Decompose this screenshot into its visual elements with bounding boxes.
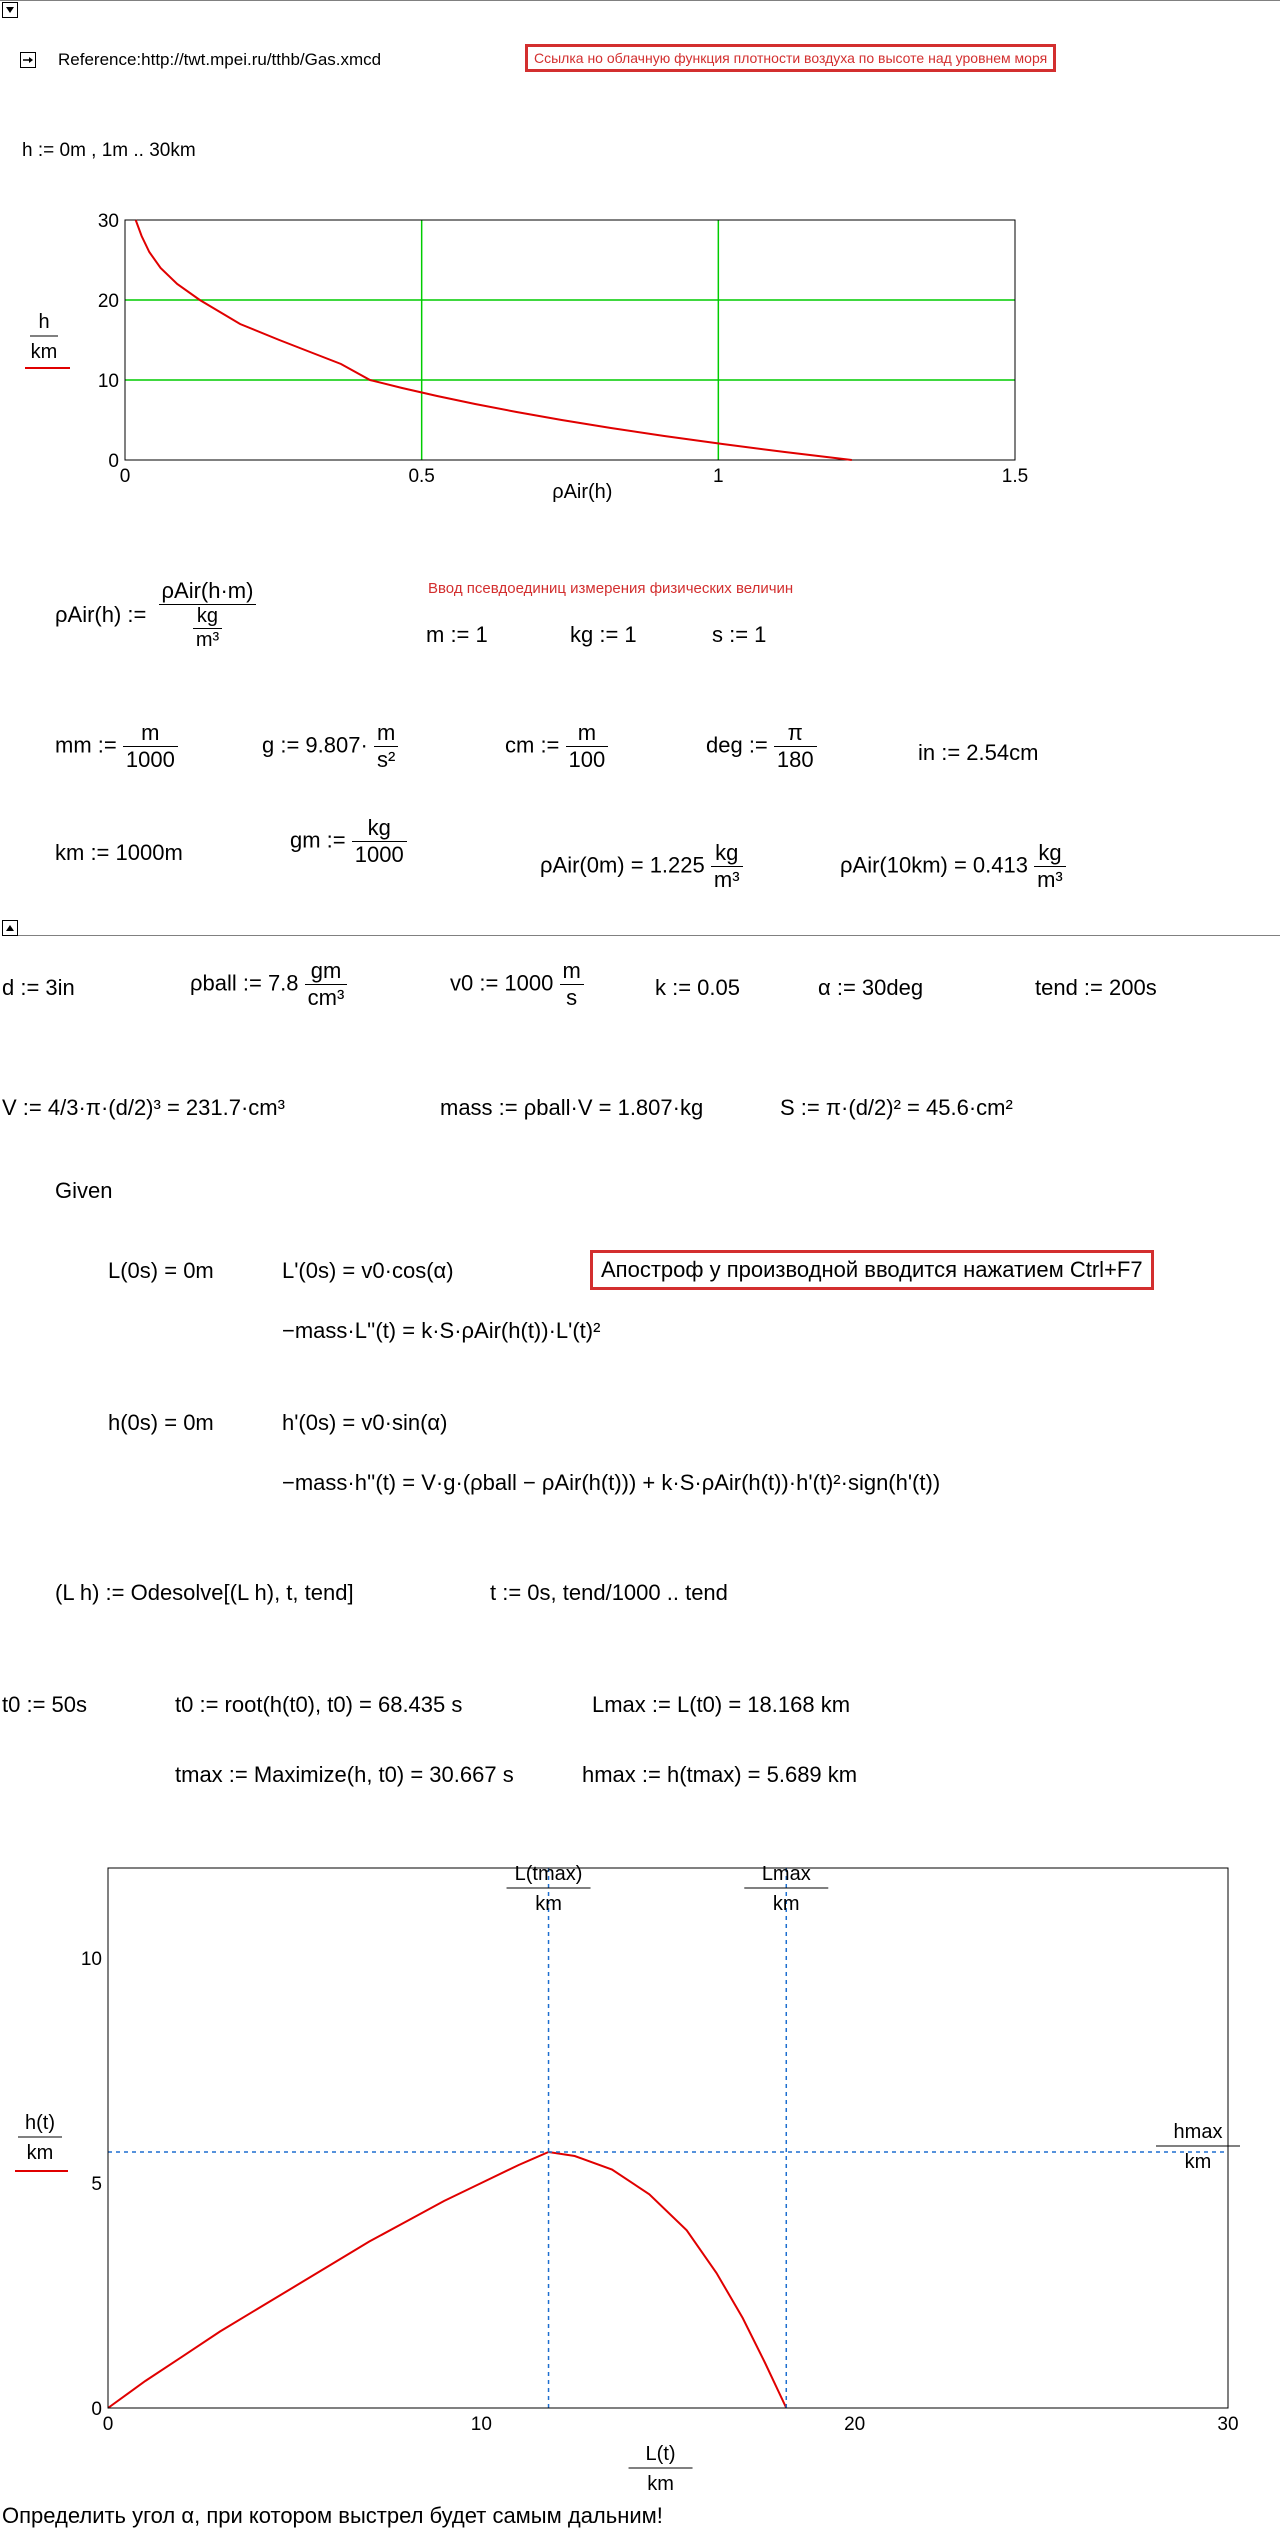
eq-h0: h(0s) = 0m (108, 1410, 214, 1435)
unit-m: m := 1 (426, 622, 488, 647)
eq-hd0: h'(0s) = v0·sin(α) (282, 1410, 448, 1435)
param-v0-den: s (566, 985, 578, 1010)
rho-def (55, 578, 256, 652)
trajectory-curve (108, 2152, 786, 2408)
y-tick-label-2: 20 (97, 291, 119, 312)
unit-deg-den: 180 (776, 747, 814, 772)
param-tend: tend := 200s (1035, 975, 1157, 1000)
x-tick-label-1: 10 (470, 2414, 492, 2435)
x-axis-label: ρAir(h) (552, 481, 613, 503)
unit-km: km := 1000m (55, 840, 183, 865)
unit-deg (706, 720, 817, 773)
param-rho-ball-den: cm³ (307, 985, 345, 1010)
derived-area: S := π·(d/2)² = 45.6·cm² (780, 1095, 1013, 1120)
x-tick-label-3: 30 (1217, 2414, 1239, 2435)
apostrophe-note-text: Апостроф у производной вводится нажатием Ctrl+F7 (601, 1257, 1143, 1282)
unit-g (262, 720, 398, 773)
region-divider-top (0, 0, 1280, 1)
eq-L-ode: −mass·L''(t) = k·S·ρAir(h(t))·L'(t)² (282, 1318, 601, 1343)
unit-deg-lhs: deg := (706, 732, 768, 758)
density-curve (136, 220, 852, 460)
time-range: t := 0s, tend/1000 .. tend (490, 1580, 728, 1605)
rho-at-0m-den: m³ (713, 867, 740, 892)
annotation-hmax (1156, 2121, 1240, 2173)
y-tick-label-3: 30 (97, 211, 119, 232)
unit-cm (505, 720, 608, 773)
y-tick-label-0: 0 (108, 451, 119, 472)
annotation-L-tmax-den: km (535, 1893, 562, 1915)
param-rho-ball-value: ρball := 7.8 (190, 970, 299, 996)
given-keyword: Given (55, 1178, 113, 1203)
odesolve-expr: (L h) := Odesolve[(L h), t, tend] (55, 1580, 354, 1605)
result-tmax: tmax := Maximize(h, t0) = 30.667 s (175, 1762, 514, 1787)
unit-gm-lhs: gm := (290, 827, 346, 853)
collapse-up-icon[interactable] (2, 920, 18, 936)
y-axis-label (15, 2112, 68, 2171)
unit-g-lhs: g := 9.807· (262, 732, 368, 758)
unit-kg: kg := 1 (570, 622, 637, 647)
arrow-right-icon[interactable] (20, 52, 36, 68)
apostrophe-note (590, 1250, 1154, 1290)
param-alpha: α := 30deg (818, 975, 924, 1000)
reference-note (525, 44, 1056, 72)
unit-mm-num: m (123, 720, 178, 747)
svg-text:km: km (26, 2142, 54, 2164)
annotation-hmax-den: km (1184, 2150, 1212, 2173)
result-Lmax: Lmax := L(t0) = 18.168 km (592, 1692, 851, 1717)
param-k: k := 0.05 (655, 975, 741, 1000)
reference-note-text: Ссылка но облачную функция плотности воздуха по высоте над уровнем моря (534, 50, 1048, 66)
svg-text:h(t): h(t) (25, 2112, 55, 2134)
unit-gm-den: 1000 (354, 842, 404, 867)
unit-cm-num: m (566, 720, 609, 747)
rho-def-num: ρAir(h·m) (159, 578, 257, 605)
y-tick-label-1: 10 (97, 371, 119, 392)
rho-at-0m-num: kg (711, 840, 743, 867)
rho-at-10km (840, 840, 1066, 893)
range-h: h := 0m , 1m .. 30km (22, 140, 196, 161)
unit-s: s := 1 (712, 622, 767, 647)
annotation-L-tmax-num: L(tmax) (514, 1863, 583, 1885)
density-chart (0, 200, 1060, 540)
unit-cm-lhs: cm := (505, 732, 560, 758)
rho-at-10km-value: ρAir(10km) = 0.413 (840, 852, 1028, 878)
collapse-down-icon[interactable] (2, 2, 18, 18)
rho-def-den-num: kg (193, 605, 222, 629)
x-axis-label (629, 2443, 693, 2495)
unit-cm-den: 100 (568, 747, 606, 772)
x-tick-label-1: 0.5 (408, 466, 435, 487)
eq-Ld0: L'(0s) = v0·cos(α) (282, 1258, 454, 1283)
rho-at-10km-num: kg (1034, 840, 1066, 867)
param-d: d := 3in (2, 975, 75, 1000)
units-note: Ввод псевдоединиц измерения физических величин (428, 580, 794, 597)
param-v0-value: v0 := 1000 (450, 970, 554, 996)
rho-at-0m-value: ρAir(0m) = 1.225 (540, 852, 705, 878)
x-tick-label-0: 0 (102, 2414, 114, 2435)
x-tick-label-3: 1.5 (1001, 466, 1029, 487)
unit-in: in := 2.54cm (918, 740, 1039, 765)
x-tick-label-0: 0 (119, 466, 131, 487)
param-v0-num: m (560, 958, 584, 985)
svg-text:km: km (30, 341, 58, 363)
unit-mm-den: 1000 (125, 747, 175, 772)
result-hmax: hmax := h(tmax) = 5.689 km (582, 1762, 858, 1787)
reference-link[interactable]: Reference:http://twt.mpei.ru/tthb/Gas.xmcd (58, 50, 382, 69)
annotation-Lmax (744, 1863, 828, 1915)
svg-text:L(t): L(t) (645, 2443, 676, 2465)
unit-g-den: s² (376, 747, 396, 772)
region-divider-bottom (18, 935, 1280, 936)
result-t0-init: t0 := 50s (2, 1692, 88, 1717)
unit-mm-lhs: mm := (55, 732, 117, 758)
param-v0 (450, 958, 584, 1011)
y-tick-label-1: 5 (91, 2174, 102, 2195)
derived-mass: mass := ρball·V = 1.807·kg (440, 1095, 704, 1120)
x-tick-label-2: 20 (844, 2414, 866, 2435)
svg-text:km: km (647, 2473, 674, 2495)
rho-at-0m (540, 840, 743, 893)
rho-at-10km-den: m³ (1037, 867, 1063, 892)
svg-text:h: h (38, 311, 50, 333)
unit-g-num: m (374, 720, 398, 747)
rho-def-lhs: ρAir(h) := (55, 602, 147, 627)
eq-h-ode: −mass·h''(t) = V·g·(ρball − ρAir(h(t))) + k·S·ρAir(h(t))·h'(t)²·sign(h'(t)) (282, 1470, 941, 1495)
param-rho-ball-num: gm (305, 958, 348, 985)
rho-def-frac (159, 578, 257, 652)
param-rho-ball (190, 958, 347, 1011)
footer-question: Определить угол α, при котором выстрел будет самым дальним! (2, 2503, 663, 2528)
trajectory-chart (0, 1850, 1280, 2500)
x-tick-label-2: 1 (713, 466, 724, 487)
unit-deg-num: π (774, 720, 817, 747)
eq-L0: L(0s) = 0m (108, 1258, 214, 1283)
annotation-L-tmax (507, 1863, 591, 1915)
annotation-Lmax-den: km (772, 1893, 800, 1915)
unit-gm-num: kg (352, 815, 407, 842)
unit-gm (290, 815, 407, 868)
result-t0-root: t0 := root(h(t0), t0) = 68.435 s (175, 1692, 463, 1717)
rho-def-den-den: m³ (195, 629, 220, 651)
y-axis-label (25, 311, 70, 368)
annotation-Lmax-num: Lmax (761, 1863, 811, 1885)
y-tick-label-2: 10 (80, 1949, 102, 1970)
annotation-hmax-num: hmax (1173, 2120, 1223, 2143)
unit-mm (55, 720, 178, 773)
y-tick-label-0: 0 (91, 2399, 102, 2420)
derived-volume: V := 4/3·π·(d/2)³ = 231.7·cm³ (2, 1095, 285, 1120)
